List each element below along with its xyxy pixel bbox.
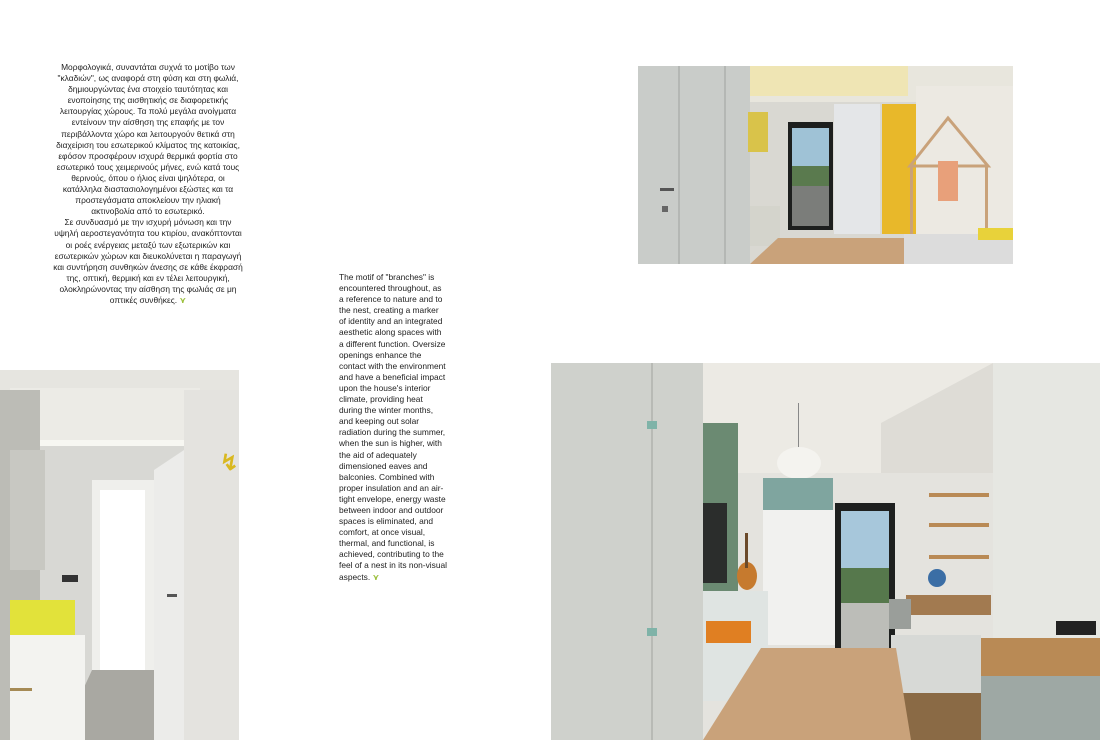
greek-text-column: [53, 62, 243, 306]
greek-paragraph-1: Μορφολογικά, συναντάται συχνά το μοτίβο των "κλαδιών", ως αναφορά στη φύση και στη φωλιά, δημιουργώντας ένα στοιχείο ταυτότητας και ενοποίησης της αισθητικής σε διαφορετικής λειτουργίας χώρους. Τα πολύ μεγάλα ανοίγματα εντείνουν την αίσθηση της επαφής με τον περιβάλλοντα χώρο και λειτουργούν θετικά στη διαχείριση του εσωτερικού κλίματος της κατοικίας, εφόσον προσφέρουν ισχυρά θερμικά φορτία στο εσωτερικό τους χειμερινούς μήνες, ενώ κατά τους θερινούς, όπου ο ήλιος είναι ψηλότερα, οι κατάλληλα διαστασιολογημένοι εξώστες και τα προστεγάσματα αποκλείουν την ηλιακή ακτινοβολία από το εσωτερικό.: [56, 62, 240, 217]
end-mark-icon: ⋎: [179, 294, 187, 305]
photo-kids-room: [638, 66, 1013, 264]
svg-text:↯: ↯: [220, 450, 239, 475]
photo-bathroom: [0, 370, 239, 740]
greek-paragraph-2: [53, 217, 243, 306]
end-mark-icon: ⋎: [372, 571, 380, 582]
english-paragraph-text: The motif of "branches" is encountered throughout, as a reference to nature and to the nest, creating a marker of identity and an integrated aesthetic along spaces with a different function. Oversize openings enhance the contact with the environment and have a beneficial impact upon the house's interior climate, providing heat during the winter months, and keeping out solar radiation during the summer, when the sun is higher, with the aid of adequately dimensioned eaves and balconies. Combined with proper insulation and an air-tight envelope, energy waste between indoor and outdoor spaces is eliminated, and comfort, at once visual, thermal, and functional, is achieved, contributing to the feel of a nest in its non-visual aspects.: [339, 272, 448, 582]
greek-paragraph-2-text: Σε συνδυασμό με την ισχυρή μόνωση και την υψηλή αεροστεγανότητα του κτιρίου, ανακόπτονται οι ροές ενέργειας μεταξύ των εξωτερικών και εσωτερικών χώρων και διευκολύνεται η παραγωγή και συντήρηση συνθηκών άνεσης σε κάθε έκφρασή της, οπτική, θερμική και εν τέλει λειτουργική, ολοκληρώνοντας την αίσθηση της φωλιάς σε μη οπτικές συνθήκες.: [53, 217, 243, 305]
english-text-column: [339, 272, 447, 583]
photo-bedroom: [551, 363, 1100, 740]
english-paragraph: [339, 272, 447, 583]
